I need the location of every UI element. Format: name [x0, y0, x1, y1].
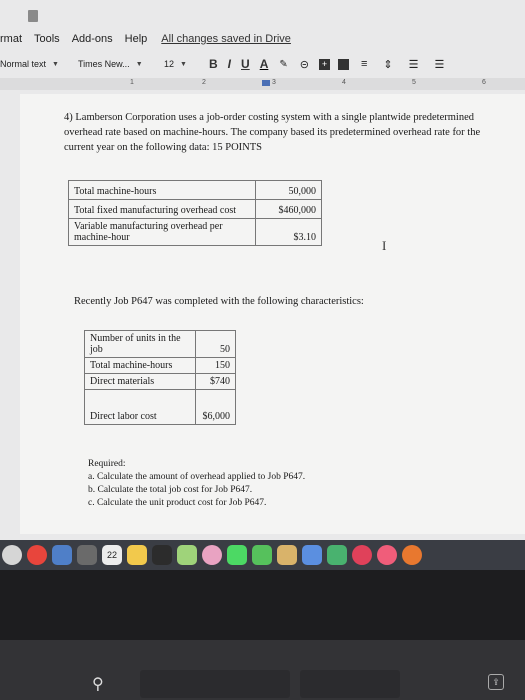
- table-cell-label: Number of units in the job: [85, 331, 196, 358]
- add-comment-icon[interactable]: +: [319, 59, 330, 70]
- ruler[interactable]: [0, 78, 525, 90]
- table-cell-label: Direct materials: [85, 374, 196, 390]
- maps-icon[interactable]: [177, 545, 197, 565]
- required-item: c. Calculate the unit product cost for Job P647.: [88, 498, 267, 508]
- chevron-down-icon: ▼: [135, 60, 143, 68]
- table-row: [69, 200, 322, 219]
- align-icon[interactable]: ≡: [360, 58, 368, 70]
- laptop-bezel: [0, 570, 525, 640]
- font-size-select[interactable]: [164, 59, 204, 69]
- table-cell-label: Total machine-hours: [69, 181, 256, 200]
- table-cell-label: Variable manufacturing overhead per machine-hour: [69, 219, 256, 246]
- keyboard-key: [140, 670, 290, 698]
- line-spacing-icon[interactable]: ⇕: [383, 58, 393, 71]
- calendar-day: 22: [106, 550, 117, 560]
- table-cell-label: Total fixed manufacturing overhead cost: [69, 200, 256, 219]
- app-icon[interactable]: [277, 545, 297, 565]
- calendar-icon[interactable]: [102, 545, 122, 565]
- required-title: Required:: [88, 459, 126, 469]
- chrome-icon[interactable]: [27, 545, 47, 565]
- required-item: b. Calculate the total job cost for Job P647.: [88, 485, 253, 495]
- table-cell-value: 50: [195, 331, 235, 358]
- bulleted-list-icon[interactable]: ☰: [434, 58, 445, 71]
- app-icon[interactable]: [352, 545, 372, 565]
- menu-tools[interactable]: Tools: [34, 33, 60, 45]
- notes-icon[interactable]: [127, 545, 147, 565]
- reminders-icon[interactable]: [152, 545, 172, 565]
- share-icon: ⇪: [488, 674, 504, 690]
- style-label: Normal text: [0, 59, 47, 69]
- menu-format[interactable]: rmat: [0, 33, 22, 45]
- ruler-mark: 1: [130, 79, 134, 86]
- docs-icon[interactable]: [28, 10, 38, 22]
- books-icon[interactable]: [402, 545, 422, 565]
- underline-button[interactable]: U: [241, 57, 250, 71]
- search-icon: ⚲: [92, 676, 104, 693]
- text-cursor-icon: I: [382, 238, 387, 253]
- ruler-mark: 2: [202, 79, 206, 86]
- table-row: [85, 358, 236, 374]
- ruler-mark: 4: [342, 79, 346, 86]
- keyboard-key: [300, 670, 400, 698]
- table-cell-value: $6,000: [195, 390, 235, 425]
- ruler-mark: 5: [412, 79, 416, 86]
- ruler-mark: 3: [272, 79, 276, 86]
- facetime-icon[interactable]: [252, 545, 272, 565]
- table-row: [69, 181, 322, 200]
- style-select[interactable]: [0, 59, 72, 69]
- keynote-icon[interactable]: [302, 545, 322, 565]
- rate-data-table: [68, 180, 322, 246]
- toolbar: [0, 52, 525, 76]
- font-select[interactable]: [78, 59, 158, 69]
- table-row: [85, 331, 236, 358]
- font-label: Times New...: [78, 59, 130, 69]
- recent-job-text: Recently Job P647 was completed with the following characteristics:: [74, 296, 364, 307]
- required-section: [88, 458, 305, 510]
- bold-button[interactable]: B: [209, 57, 218, 71]
- app-icon[interactable]: [52, 545, 72, 565]
- keyboard: [0, 640, 525, 700]
- table-cell-value: $3.10: [256, 219, 322, 246]
- table-row: [85, 374, 236, 390]
- table-row: [69, 219, 322, 246]
- numbers-icon[interactable]: [327, 545, 347, 565]
- text-color-button[interactable]: A: [259, 57, 269, 71]
- insert-image-icon[interactable]: [338, 59, 349, 70]
- highlight-icon[interactable]: ✎: [279, 58, 288, 70]
- menu-bar: [0, 28, 525, 50]
- job-data-table: [84, 330, 236, 425]
- table-cell-value: 150: [195, 358, 235, 374]
- chevron-down-icon: ▼: [52, 60, 59, 68]
- app-icon[interactable]: [77, 545, 97, 565]
- numbered-list-icon[interactable]: ☰: [408, 58, 419, 71]
- italic-button[interactable]: I: [227, 57, 232, 71]
- table-cell-label: Direct labor cost: [85, 390, 196, 425]
- menu-add-ons[interactable]: Add-ons: [71, 33, 113, 45]
- music-icon[interactable]: [377, 545, 397, 565]
- table-cell-label: Total machine-hours: [85, 358, 196, 374]
- table-cell-value: 50,000: [256, 181, 322, 200]
- dock: [0, 540, 525, 570]
- table-cell-value: $740: [195, 374, 235, 390]
- problem-text: 4) Lamberson Corporation uses a job-order costing system with a single plantwide predetermined overhead rate based on machine-hours. The company based its predetermined overhead rate for the current year on the following data: 15 POINTS: [64, 112, 481, 153]
- document-page[interactable]: [20, 94, 525, 534]
- chevron-down-icon: ▼: [180, 60, 187, 68]
- messages-icon[interactable]: [227, 545, 247, 565]
- indent-marker[interactable]: [262, 80, 270, 86]
- font-size-label: 12: [164, 59, 175, 69]
- table-row: [85, 390, 236, 425]
- finder-icon[interactable]: [2, 545, 22, 565]
- photos-icon[interactable]: [202, 545, 222, 565]
- ruler-mark: 6: [482, 79, 486, 86]
- saved-status-link[interactable]: All changes saved in Drive: [161, 33, 291, 45]
- menu-help[interactable]: Help: [124, 33, 148, 45]
- link-icon[interactable]: ⊝: [299, 58, 309, 71]
- required-item: a. Calculate the amount of overhead applied to Job P647.: [88, 472, 306, 482]
- table-cell-value: $460,000: [256, 200, 322, 219]
